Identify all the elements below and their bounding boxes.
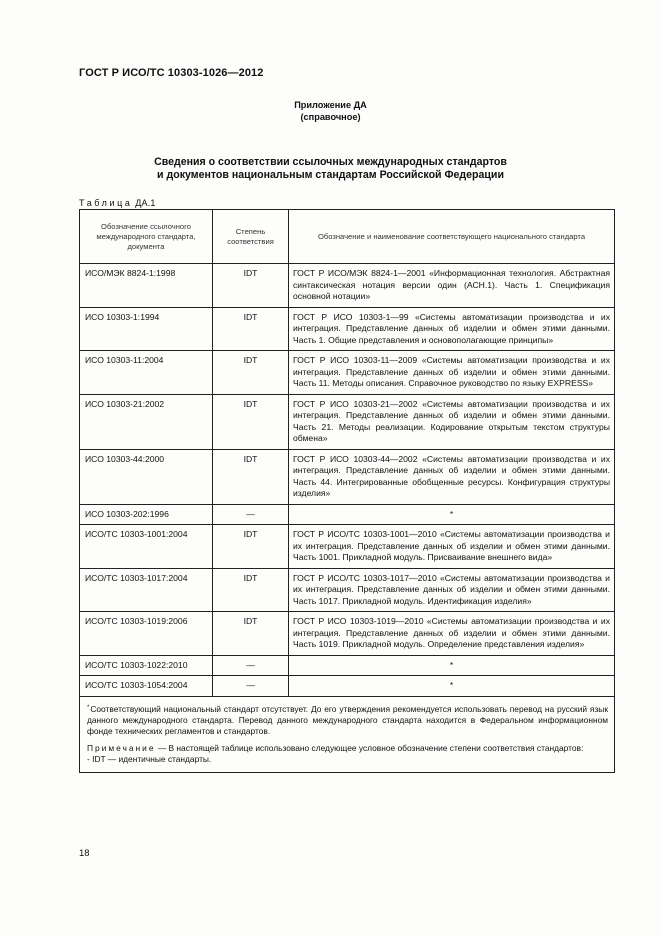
note-text: — В настоящей таблице использовано следующее условное обозначение степени соответствия стандартов:	[157, 743, 584, 754]
cell-standard: ИСО 10303-202:1996	[80, 504, 213, 525]
section-title-line2: и документов национальным стандартам Российской Федерации	[157, 169, 504, 181]
cell-description: ГОСТ Р ИСО 10303-1019—2010 «Системы автоматизации производства и их интеграция. Представление данных об изделии и обмен этими данными. Часть 1019. Прикладной модуль. Определение представления изделия»	[289, 612, 615, 656]
note-label: Примечание	[87, 743, 156, 754]
cell-standard: ИСО/ТС 10303-1022:2010	[80, 655, 213, 676]
page-number: 18	[79, 848, 90, 859]
cell-description: ГОСТ Р ИСО 10303-11—2009 «Системы автоматизации производства и их интеграция. Представление данных об изделии и обмен этими данными. Часть 11. Методы описания. Справочное руководство по языку EXPRESS»	[289, 351, 615, 395]
cell-description: ГОСТ Р ИСО/МЭК 8824-1—2001 «Информационная технология. Абстрактная синтаксическая нотация версии один (АСН.1). Часть 1. Спецификация основной нотации»	[289, 264, 615, 308]
table-label	[79, 198, 156, 208]
cell-degree: IDT	[213, 525, 289, 569]
cell-description: *	[289, 504, 615, 525]
table-footnote	[80, 696, 615, 772]
table-row	[80, 264, 615, 308]
note-item: - IDT — идентичные стандарты.	[87, 754, 212, 765]
table-footnote-row	[80, 696, 615, 772]
footnote-text: Соответствующий национальный стандарт отсутствует. До его утверждения рекомендуется использовать перевод на русский язык данного международного стандарта. Перевод данного международного стандарта находится в Федеральном информационном фонде технических регламентов и стандартов.	[87, 703, 608, 736]
table-row	[80, 525, 615, 569]
cell-degree: IDT	[213, 307, 289, 351]
cell-description: ГОСТ Р ИСО 10303-44—2002 «Системы автоматизации производства и их интеграция. Представление данных об изделии и обмен этими данными. Часть 44. Интегрированные обобщенные ресурсы. Конфигурация структуры изделия»	[289, 449, 615, 504]
cell-standard: ИСО 10303-44:2000	[80, 449, 213, 504]
appendix-heading	[0, 99, 661, 123]
cell-standard: ИСО/ТС 10303-1017:2004	[80, 568, 213, 612]
table-header-row	[80, 210, 615, 264]
cell-degree: —	[213, 676, 289, 697]
note-paragraph	[87, 743, 608, 754]
cell-standard: ИСО/ТС 10303-1019:2006	[80, 612, 213, 656]
cell-standard: ИСО/ТС 10303-1054:2004	[80, 676, 213, 697]
cell-description: ГОСТ Р ИСО/ТС 10303-1001—2010 «Системы автоматизации производства и их интеграция. Представление данных об изделии и обмен этими данными. Часть 1001. Прикладной модуль. Присваивание внешнего вида»	[289, 525, 615, 569]
header-national-standard: Обозначение и наименование соответствующего национального стандарта	[289, 210, 615, 264]
table-row	[80, 612, 615, 656]
section-title	[0, 156, 661, 182]
footnote-marker: *	[87, 704, 90, 711]
cell-standard: ИСО 10303-11:2004	[80, 351, 213, 395]
footnote-paragraph	[87, 703, 608, 738]
cell-degree: IDT	[213, 568, 289, 612]
cell-description: *	[289, 676, 615, 697]
cell-degree: IDT	[213, 264, 289, 308]
document-code: ГОСТ Р ИСО/ТС 10303-1026—2012	[79, 67, 264, 79]
cell-degree: IDT	[213, 351, 289, 395]
cell-description: ГОСТ Р ИСО/ТС 10303-1017—2010 «Системы автоматизации производства и их интеграция. Представление данных об изделии и обмен этими данными. Часть 1017. Прикладной модуль. Идентификация изделия»	[289, 568, 615, 612]
table-label-prefix: Таблица	[79, 198, 133, 208]
cell-description: *	[289, 655, 615, 676]
cell-degree: IDT	[213, 394, 289, 449]
table-row	[80, 568, 615, 612]
table-row	[80, 504, 615, 525]
section-title-line1: Сведения о соответствии ссылочных международных стандартов	[154, 156, 507, 168]
table-row	[80, 676, 615, 697]
table-row	[80, 307, 615, 351]
cell-standard: ИСО 10303-1:1994	[80, 307, 213, 351]
cell-standard: ИСО/МЭК 8824-1:1998	[80, 264, 213, 308]
header-degree: Степень соответствия	[213, 210, 289, 264]
appendix-title: Приложение ДА	[294, 100, 367, 110]
cell-degree: —	[213, 655, 289, 676]
correspondence-table	[79, 209, 615, 773]
cell-description: ГОСТ Р ИСО 10303-1—99 «Системы автоматизации производства и их интеграция. Представление данных об изделии и обмен этими данными. Часть 1. Общие представления и основополагающие принципы»	[289, 307, 615, 351]
table-row	[80, 394, 615, 449]
table-row	[80, 449, 615, 504]
table-row	[80, 655, 615, 676]
cell-standard: ИСО 10303-21:2002	[80, 394, 213, 449]
appendix-subtitle: (справочное)	[300, 112, 361, 122]
cell-degree: IDT	[213, 612, 289, 656]
table-row	[80, 351, 615, 395]
cell-degree: IDT	[213, 449, 289, 504]
table-label-number: ДА.1	[135, 198, 156, 208]
cell-degree: —	[213, 504, 289, 525]
cell-description: ГОСТ Р ИСО 10303-21—2002 «Системы автоматизации производства и их интеграция. Представление данных об изделии и обмен этими данными. Часть 21. Методы реализации. Кодирование открытым текстом структуры обмена»	[289, 394, 615, 449]
header-international-standard: Обозначение ссылочного международного стандарта, документа	[80, 210, 213, 264]
cell-standard: ИСО/ТС 10303-1001:2004	[80, 525, 213, 569]
